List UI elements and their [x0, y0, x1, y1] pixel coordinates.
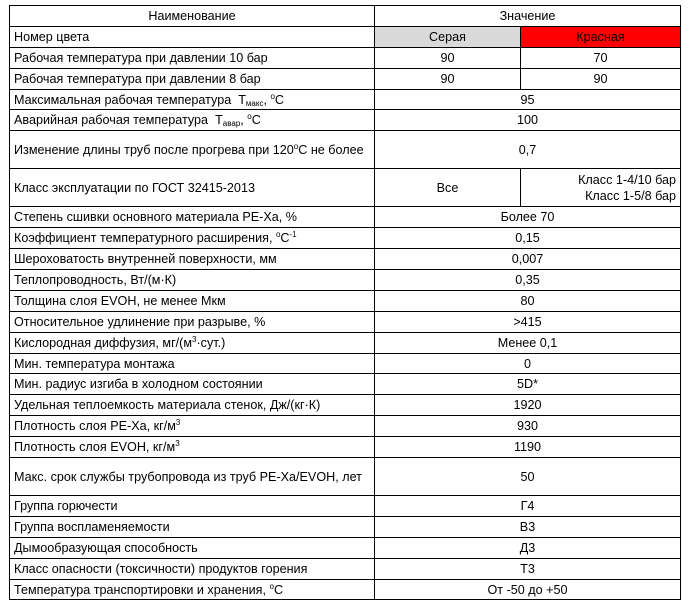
- row-label: Рабочая температура при давлении 10 бар: [10, 47, 375, 68]
- table-row: [10, 516, 681, 537]
- value-red: Класс 1-4/10 бар Класс 1-5/8 бар: [521, 169, 681, 207]
- table-row: [10, 374, 681, 395]
- table-row: [10, 68, 681, 89]
- row-label: Кислородная диффузия, $мг/(м^3\cdot сут.)$: [10, 332, 375, 353]
- row-label: Шероховатость внутренней поверхности, мм: [10, 249, 375, 270]
- row-value: 80: [375, 290, 681, 311]
- row-label: Плотность слоя EVOH, $кг/м^3$: [10, 437, 375, 458]
- row-label: Теплопроводность, Вт/(м·К): [10, 270, 375, 291]
- row-label: Класс опасности (токсичности) продуктов горения: [10, 558, 375, 579]
- table-row: [10, 311, 681, 332]
- row-value: Д3: [375, 537, 681, 558]
- row-value: Более 70: [375, 207, 681, 228]
- table-row: [10, 353, 681, 374]
- row-value: 50: [375, 458, 681, 496]
- row-label: Температура транспортировки и хранения, $^о$С: [10, 579, 375, 600]
- row-value: 1190: [375, 437, 681, 458]
- table-row: [10, 207, 681, 228]
- table-row: [10, 496, 681, 517]
- row-value: 0,15: [375, 228, 681, 249]
- row-label: Группа горючести: [10, 496, 375, 517]
- table-row: [10, 47, 681, 68]
- row-label: Степень сшивки основного материала PE-Xa, %: [10, 207, 375, 228]
- table-row: [10, 395, 681, 416]
- value-red: 70: [521, 47, 681, 68]
- table-row: [10, 416, 681, 437]
- row-label: Номер цвета: [10, 26, 375, 47]
- row-value: Г4: [375, 496, 681, 517]
- row-value: 930: [375, 416, 681, 437]
- row-label: Аварийная рабочая температура $Т_{авар}$, $^о$С: [10, 110, 375, 131]
- row-value: Менее 0,1: [375, 332, 681, 353]
- table-row: [10, 290, 681, 311]
- table-row: [10, 270, 681, 291]
- table-row: [10, 249, 681, 270]
- table-row: [10, 89, 681, 110]
- row-label: Мин. радиус изгиба в холодном состоянии: [10, 374, 375, 395]
- table-row: [10, 537, 681, 558]
- value-gray: Все: [375, 169, 521, 207]
- row-label: Относительное удлинение при разрыве, %: [10, 311, 375, 332]
- table-row: [10, 458, 681, 496]
- row-value: 0: [375, 353, 681, 374]
- row-label: Группа воспламеняемости: [10, 516, 375, 537]
- row-label: Мин. температура монтажа: [10, 353, 375, 374]
- header-name: Наименование: [10, 6, 375, 27]
- row-label: Рабочая температура при давлении 8 бар: [10, 68, 375, 89]
- table-row: [10, 26, 681, 47]
- table-row: [10, 579, 681, 600]
- row-value: 0,007: [375, 249, 681, 270]
- row-value: 0,35: [375, 270, 681, 291]
- row-value: 100: [375, 110, 681, 131]
- row-label: Макс. срок службы трубопровода из труб PE-Xa/EVOH, лет: [10, 458, 375, 496]
- table-row: [10, 228, 681, 249]
- header-value: Значение: [375, 6, 681, 27]
- color-red-cell: Красная: [521, 26, 681, 47]
- value-red: 90: [521, 68, 681, 89]
- row-label: Класс эксплуатации по ГОСТ 32415-2013: [10, 169, 375, 207]
- row-value: От -50 до +50: [375, 579, 681, 600]
- row-value: 0,7: [375, 131, 681, 169]
- row-label: Максимальная рабочая температура $Т_{макс}$, $^о$С: [10, 89, 375, 110]
- specifications-table: [9, 5, 681, 600]
- row-label: Дымообразующая способность: [10, 537, 375, 558]
- row-label: Изменение длины труб после прогрева при $120^оС$ не более: [10, 131, 375, 169]
- row-label: Толщина слоя EVOH, не менее Мкм: [10, 290, 375, 311]
- row-value: >415: [375, 311, 681, 332]
- table-row: [10, 110, 681, 131]
- row-value: Т3: [375, 558, 681, 579]
- row-value: 1920: [375, 395, 681, 416]
- row-value: 95: [375, 89, 681, 110]
- color-gray-cell: Серая: [375, 26, 521, 47]
- row-label: Плотность слоя PE-Xa, $кг/м^3$: [10, 416, 375, 437]
- table-row: [10, 558, 681, 579]
- row-value: 5D*: [375, 374, 681, 395]
- table-row: [10, 169, 681, 207]
- table-row: [10, 437, 681, 458]
- row-label: Коэффициент температурного расширения, $^оС^{-1}$: [10, 228, 375, 249]
- value-gray: 90: [375, 47, 521, 68]
- row-label: Удельная теплоемкость материала стенок, Дж/(кг·К): [10, 395, 375, 416]
- row-value: В3: [375, 516, 681, 537]
- table-row: [10, 332, 681, 353]
- value-gray: 90: [375, 68, 521, 89]
- table-row: [10, 131, 681, 169]
- table-header-row: [10, 6, 681, 27]
